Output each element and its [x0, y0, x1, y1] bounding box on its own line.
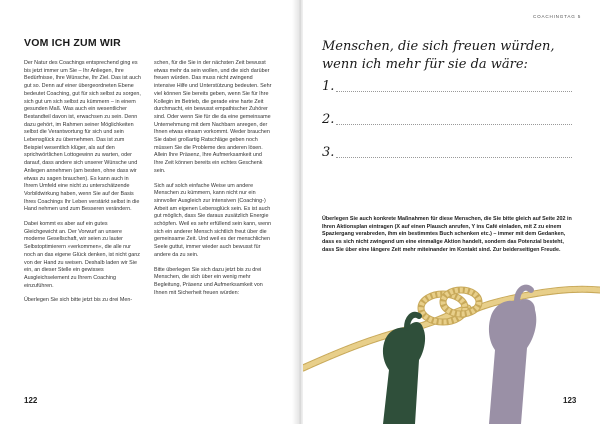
left-hand-icon	[383, 322, 425, 424]
entry-line-1[interactable]	[322, 80, 572, 94]
paragraph: Der Natur des Coachings entsprechend ging es bis jetzt immer um Sie – Ihr Anliegen, Ihre Bedürfnisse, Ihre Wünsche, Ihr Ziel. Das ist auch gut so. Denn auf einer übergeordneten Ebene bedeutet Coaching, gut für sich selbst zu sorgen, sich gut um sich selbst zu kümmern – in einem gesunden Maß. Was auch ein wesentlicher Bestandteil davon ist, erwachsen zu sein. Denn dazu gehört, im Rahmen seiner Möglichkeiten selbst die Verantwortung für sich und sein Lebensglück zu übernehmen. Das ist zum Beispiel wesentlich klüger, als auf den sprichwörtlichen Lottogewinn zu warten, oder darauf, dass andere sich unserer Wünsche und Anliegen annehmen (am besten, ohne dass wir etwas zu sagen brauchen). Es kann auch in Ihrem Umfeld eine nicht zu unterschätzende Vorbildwirkung haben, wenn Sie auf der Basis Ihres Coachings Ihr Leben verstärkt selbst in die Hand nehmen und zum Besseren verändern.	[24, 60, 141, 213]
entry-number: 2.	[322, 112, 335, 127]
write-line	[336, 157, 572, 158]
two-hands-rope-knot-icon	[303, 250, 600, 424]
entry-number: 1.	[322, 79, 335, 94]
entry-line-2[interactable]	[322, 113, 572, 127]
action-prompt: Überlegen Sie auch konkrete Maßnahmen für diese Menschen, die Sie bitte gleich auf Seite 202 in Ihren Aktionsplan eintragen (X auf einen Plausch anrufen, Y ins Café einladen, mit Z zu einem Spaziergang verabreden, ihm ein bestimmtes Buch schenken etc.) – immer mit dem Gedanken, dass es sich nicht zwingend um eine einmalige Aktion handelt, sondern das Potenzial besteht, dass Sie über eine längere Zeit mehr miteinander im Kontakt sind. Zur beiderseitigen Freude.	[322, 216, 572, 253]
page-number-right: 123	[563, 396, 577, 405]
left-page	[0, 0, 298, 424]
page-number-left: 122	[24, 396, 38, 405]
paragraph: Sich auf solch einfache Weise um andere Menschen zu kümmern, kann nicht nur ein sinnvoller Ausgleich zur intensiven (Coaching-) Arbeit am eigenen Lebensglück sein. Es ist auch gut möglich, dass Sie daraus zusätzlich Energie schöpfen. Weil es sehr erfüllend sein kann, wenn sich ein anderer Mensch sichtlich freut über die gemeinsame Zeit. Und weil es der menschlichen Seele guttut, immer wieder auch bewusst für andere da zu sein.	[154, 182, 272, 258]
paragraph: Dabei kommt es aber auf ein gutes Gleichgewicht an. Der Vorwurf an unsere moderne Gesellschaft, wir seien zu lauter Selbstoptimierern »verkommen«, die alle nur noch an das eigene Glück denken, ist nicht ganz von der Hand zu weisen. Deshalb laden wir Sie ein, an dieser Stelle ein gewisses Ausgleichselement zu Ihrem Coaching einzuführen.	[24, 221, 140, 289]
text-column-a	[24, 60, 142, 312]
entry-line-3[interactable]	[322, 146, 572, 160]
right-hand-icon	[489, 299, 536, 424]
paragraph: Überlegen Sie sich bitte jetzt bis zu drei Men-	[24, 297, 133, 304]
running-head: COACHINGTAG 5	[533, 14, 582, 19]
handwritten-title: Menschen, die sich freuen würden, wenn ich mehr für sie da wäre:	[322, 39, 555, 72]
write-line	[336, 91, 572, 92]
entry-number: 3.	[322, 145, 335, 160]
paragraph: schen, für die Sie in der nächsten Zeit bewusst etwas mehr da sein wollen, und die sich darüber freuen würden. Das muss nicht zwingend intensive Hilfe und Unterstützung bedeuten. Sehr viel können Sie bereits geben, wenn Sie für Ihre Kollegin im Betrieb, die gerade eine harte Zeit durchmacht, ein bewusst empathischer Zuhörer sind. Oder wenn Sie für die da eine gemeinsame Unternehmung mit dem Nachbarn anregen, der Ihnen etwas einsam vorkommt. Weder brauchen Sie dabei großartig Ratschläge geben noch müssen Sie die Probleme des anderen lösen. Allein Ihre Präsenz, Ihre Aufmerksamkeit und Ihre Zeit können bereits ein echtes Geschenk sein.	[154, 60, 272, 174]
text-column-b	[154, 60, 272, 304]
section-heading: VOM ICH ZUM WIR	[24, 37, 121, 49]
write-line	[336, 124, 572, 125]
paragraph: Bitte überlegen Sie sich dazu jetzt bis zu drei Menschen, die sich über ein wenig mehr Begleitung, Präsenz und Aufmerksamkeit von Ihnen mit Sicherheit freuen würden:	[154, 266, 263, 296]
